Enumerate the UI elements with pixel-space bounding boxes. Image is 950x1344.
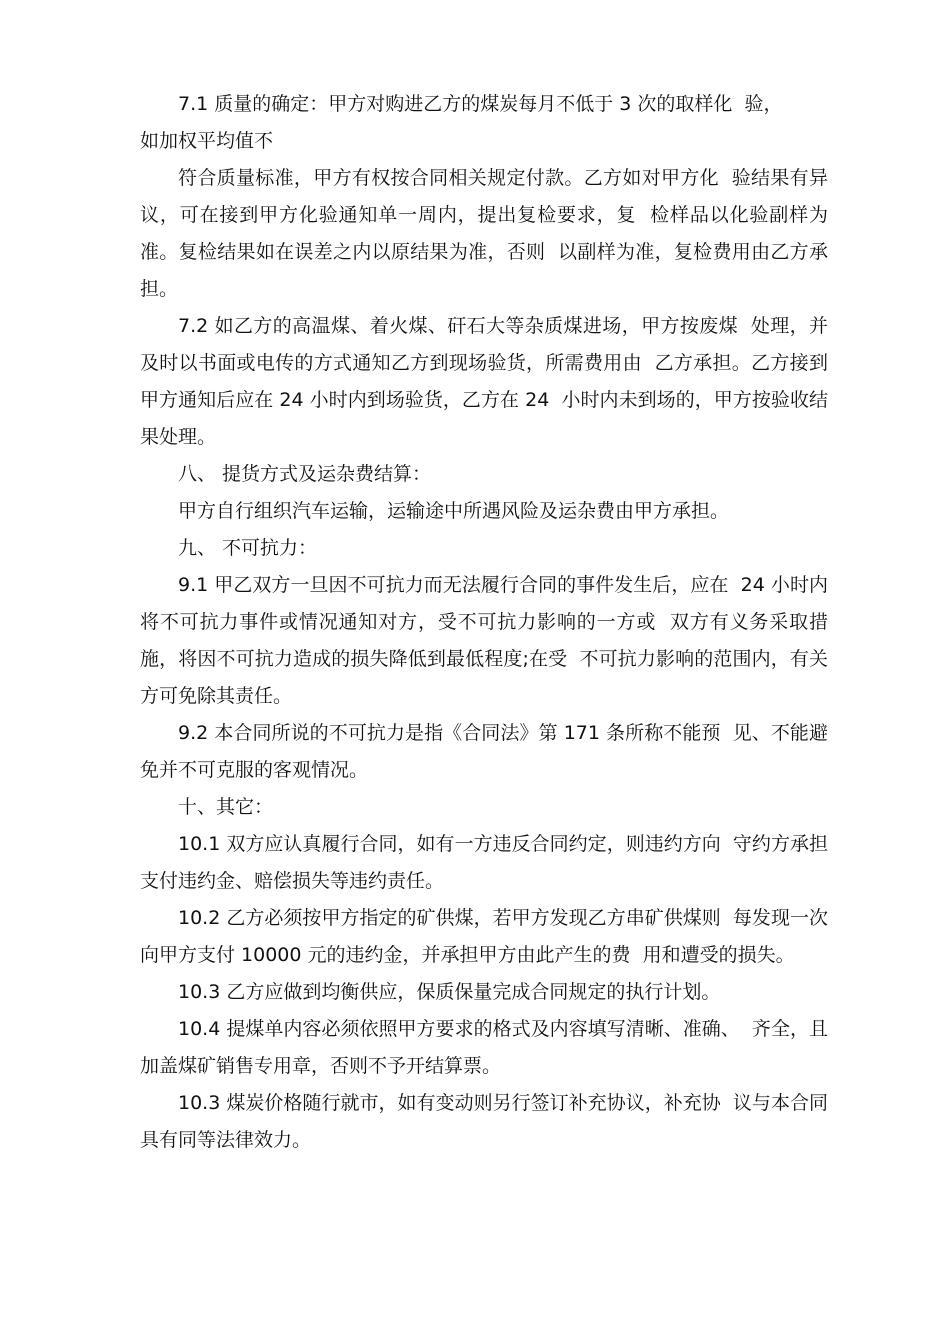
paragraph-10-3: 10.3 乙方应做到均衡供应，保质保量完成合同规定的执行计划。 [178,981,721,1003]
paragraph-8: 甲方自行组织汽车运输，运输途中所遇风险及运杂费由甲方承担。 [178,500,730,522]
paragraph-10-3-price: 10.3 煤炭价格随行就市，如有变动则另行签订补充协议，补充协 议与本合同具有同等法律效力。 [140,1092,828,1151]
paragraph-7-1: 7.1 质量的确定：甲方对购进乙方的煤炭每月不低于 3 次的取样化 验， [178,93,783,115]
paragraph-7-1-body: 符合质量标准，甲方有权按合同相关规定付款。乙方如对甲方化 验结果有异议，可在接到甲方化验通知单一周内，提出复检要求，复 检样品以化验副样为准。复检结果如在误差之内以原结果为准，否则 以副样为准，复检费用由乙方承担。 [140,167,828,300]
section-10-heading: 十、其它： [178,796,274,818]
paragraph-10-2: 10.2 乙方必须按甲方指定的矿供煤，若甲方发现乙方串矿供煤则 每发现一次向甲方支付 10000 元的违约金，并承担甲方由此产生的费 用和遭受的损失。 [140,907,828,966]
section-8-heading: 八、 提货方式及运杂费结算： [178,463,432,485]
section-9-heading: 九、 不可抗力： [178,537,318,559]
paragraph-9-1: 9.1 甲乙双方一旦因不可抗力而无法履行合同的事件发生后，应在 24 小时内将不可抗力事件或情况通知对方，受不可抗力影响的一方或 双方有义务采取措施，将因不可抗力造成的损失降低到最低程度;在受 不可抗力影响的范围内，有关方可免除其责任。 [140,574,828,707]
paragraph-7-2: 7.2 如乙方的高温煤、着火煤、矸石大等杂质煤进场，甲方按废煤 处理，并及时以书面或电传的方式通知乙方到现场验货，所需费用由 乙方承担。乙方接到甲方通知后应在 24 小时内到场验货，乙方在 24 小时内未到场的，甲方按验收结果处理。 [140,315,828,448]
paragraph-10-1: 10.1 双方应认真履行合同，如有一方违反合同约定，则违约方向 守约方承担支付违约金、赔偿损失等违约责任。 [140,833,828,892]
document-body [140,86,828,1159]
paragraph-10-4: 10.4 提煤单内容必须依照甲方要求的格式及内容填写清晰、准确、 齐全，且加盖煤矿销售专用章，否则不予开结算票。 [140,1018,828,1077]
paragraph-9-2: 9.2 本合同所说的不可抗力是指《合同法》第 171 条所称不能预 见、不能避免并不可克服的客观情况。 [140,722,828,781]
paragraph-7-1-continued: 如加权平均值不 [140,130,274,152]
